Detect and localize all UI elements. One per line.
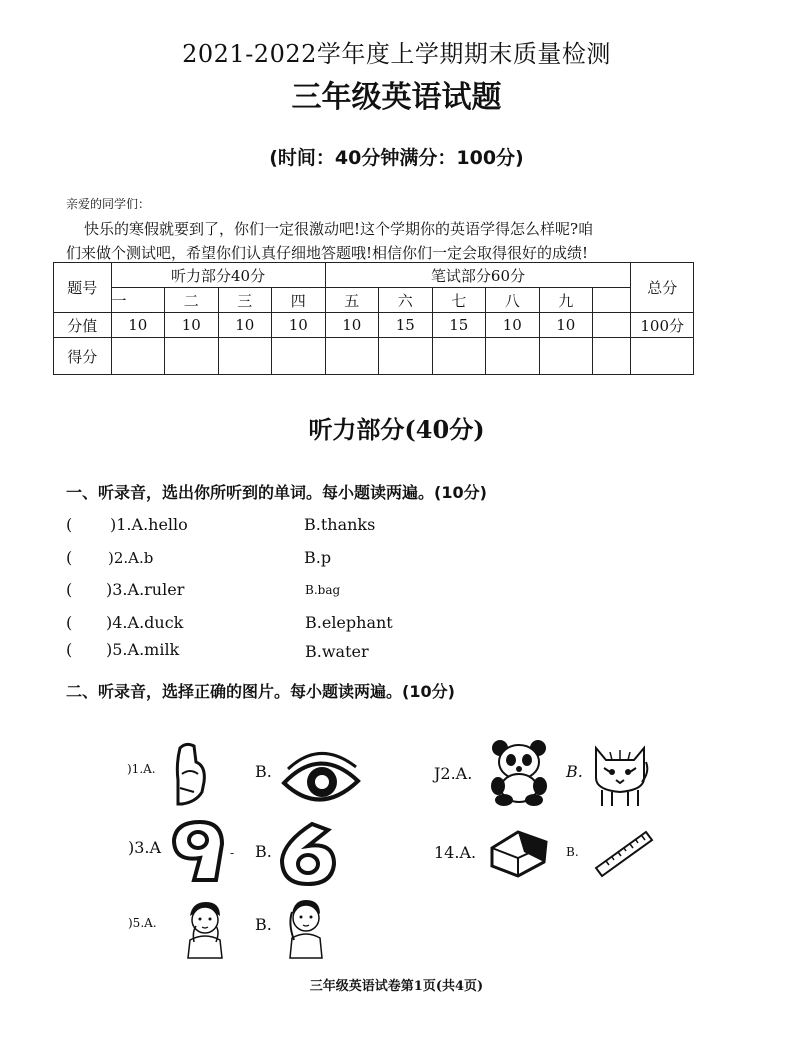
- score-blank[interactable]: [379, 338, 433, 375]
- value-cell: 10: [486, 313, 540, 338]
- q2-item-3-a: )3.A: [128, 838, 162, 857]
- header-writing: 笔试部分60分: [325, 263, 631, 288]
- header-total: 总分: [631, 263, 694, 313]
- number-cell: 二: [165, 288, 219, 313]
- value-label: 分值: [54, 313, 112, 338]
- score-label: 得分: [54, 338, 112, 375]
- total-value-cell: 100分: [631, 313, 694, 338]
- boy-touching-face-icon: [182, 900, 228, 960]
- q2-item-2-a: J2.A.: [434, 764, 473, 783]
- score-table: [53, 262, 694, 375]
- answer-paren[interactable]: (: [66, 515, 73, 534]
- q1-item-2-a: )2.A.b: [108, 549, 154, 567]
- eye-icon: [280, 745, 362, 815]
- value-cell: 10: [218, 313, 272, 338]
- value-cell: 15: [432, 313, 486, 338]
- q1-item-4-a: )4.A.duck: [106, 613, 184, 632]
- score-blank[interactable]: [272, 338, 326, 375]
- exam-time-score: (时间：40分钟满分：100分): [269, 147, 524, 169]
- q2-item-4-b: B.: [566, 845, 579, 859]
- dash-mark: -: [230, 846, 235, 860]
- q2-item-3-b: B.: [255, 842, 272, 861]
- number-cell: 六: [379, 288, 433, 313]
- q1-item-4-b: B.elephant: [305, 613, 393, 632]
- q1-item-3-a: )3.A.ruler: [106, 580, 185, 599]
- number-cell: 九: [539, 288, 593, 313]
- question-1-heading: 一、听录音，选出你所听到的单词。每小题读两遍。(10分): [66, 483, 487, 502]
- boy-touching-head-icon: [284, 898, 328, 960]
- number-cell: 七: [432, 288, 486, 313]
- exam-subject-title: 三年级英语试题: [291, 80, 502, 115]
- score-blank[interactable]: [218, 338, 272, 375]
- score-blank[interactable]: [325, 338, 379, 375]
- value-cell: [593, 313, 631, 338]
- score-blank[interactable]: [539, 338, 593, 375]
- q2-item-4-a: 14.A.: [434, 843, 477, 862]
- answer-paren[interactable]: (: [66, 640, 73, 659]
- value-cell: 10: [111, 313, 165, 338]
- exam-period-title: 2021-2022学年度上学期期末质量检测: [182, 40, 611, 68]
- listening-section-title: 听力部分(40分): [308, 415, 485, 444]
- number-six-icon: [278, 820, 338, 888]
- cat-icon: [590, 742, 650, 810]
- score-blank[interactable]: [111, 338, 165, 375]
- number-cell: 四: [272, 288, 326, 313]
- score-blank[interactable]: [631, 338, 694, 375]
- value-cell: 10: [272, 313, 326, 338]
- q2-item-2-b: B.: [566, 762, 583, 781]
- value-cell: 10: [325, 313, 379, 338]
- intro-line-2: 们来做个测试吧，希望你们认真仔细地答题哦!相信你们一定会取得很好的成绩!: [66, 244, 589, 262]
- answer-paren[interactable]: (: [66, 613, 73, 632]
- value-cell: 10: [539, 313, 593, 338]
- intro-line-1: 快乐的寒假就要到了，你们一定很激动吧!这个学期你的英语学得怎么样呢?咱: [84, 220, 594, 238]
- value-cell: 10: [165, 313, 219, 338]
- header-listening: 听力部分40分: [111, 263, 325, 288]
- q1-item-5-b: B.water: [305, 642, 369, 661]
- number-cell: 五: [325, 288, 379, 313]
- q1-item-3-b: B.bag: [305, 583, 341, 597]
- q2-item-1-b: B.: [255, 762, 272, 781]
- answer-paren[interactable]: (: [66, 548, 73, 567]
- ruler-icon: [594, 828, 654, 880]
- eraser-icon: [488, 826, 550, 880]
- q2-item-1-a: )1.A.: [127, 762, 156, 776]
- number-nine-icon: [170, 818, 226, 884]
- score-blank[interactable]: [486, 338, 540, 375]
- header-cell-number: 题号: [54, 263, 112, 313]
- q1-item-2-b: B.p: [304, 548, 332, 567]
- number-cell: [593, 288, 631, 313]
- q1-item-1-a: )1.A.hello: [110, 515, 188, 534]
- panda-icon: [488, 738, 550, 806]
- answer-paren[interactable]: (: [66, 580, 73, 599]
- q1-item-5-a: )5.A.milk: [106, 640, 180, 659]
- score-blank[interactable]: [593, 338, 631, 375]
- page-footer: 三年级英语试卷第1页(共4页): [309, 979, 484, 994]
- question-2-heading: 二、听录音，选择正确的图片。每小题读两遍。(10分): [66, 682, 455, 701]
- score-blank[interactable]: [165, 338, 219, 375]
- q2-item-5-a: )5.A.: [128, 916, 157, 930]
- q1-item-1-b: B.thanks: [304, 515, 376, 534]
- score-blank[interactable]: [432, 338, 486, 375]
- value-cell: 15: [379, 313, 433, 338]
- arm-icon: [172, 740, 212, 810]
- q2-item-5-b: B.: [255, 915, 272, 934]
- greeting: 亲爱的同学们：: [66, 197, 151, 211]
- number-cell: 八: [486, 288, 540, 313]
- number-cell: 三: [218, 288, 272, 313]
- number-cell: 一: [111, 288, 165, 313]
